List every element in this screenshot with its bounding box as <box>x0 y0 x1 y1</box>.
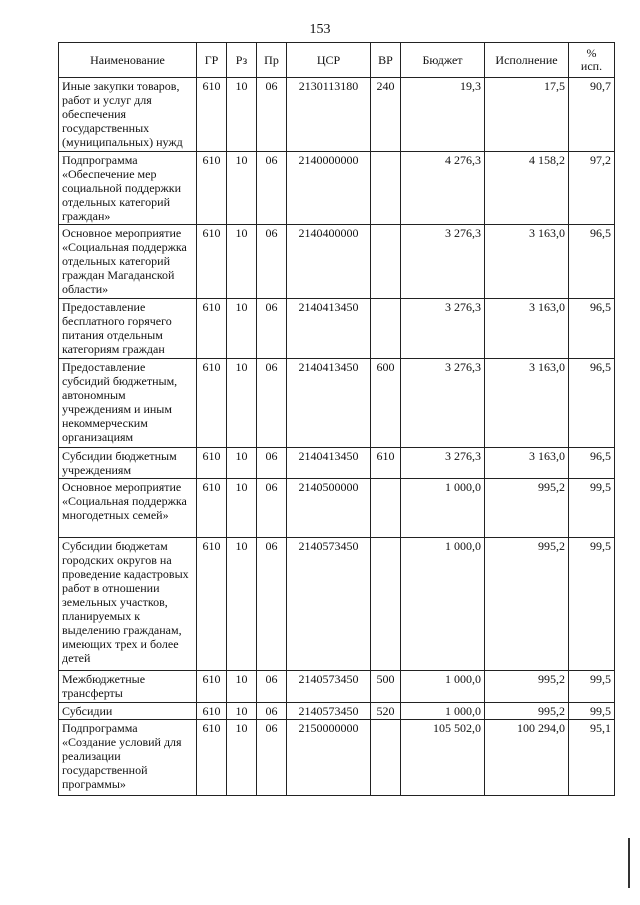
cell-budget: 105 502,0 <box>401 720 485 796</box>
cell-pr: 06 <box>257 448 287 479</box>
cell-percent: 99,5 <box>569 479 615 538</box>
table-row <box>59 299 615 359</box>
cell-budget: 4 276,3 <box>401 152 485 225</box>
table-body <box>59 78 615 796</box>
cell-name: Предоставление субсидий бюджетным, автономным учреждениям и иным некоммерческим организациям <box>59 359 197 448</box>
cell-rz: 10 <box>227 78 257 152</box>
cell-execution: 995,2 <box>485 538 569 671</box>
cell-rz: 10 <box>227 538 257 671</box>
cell-name: Подпрограмма «Обеспечение мер социальной поддержки отдельных категорий граждан» <box>59 152 197 225</box>
cell-rz: 10 <box>227 225 257 299</box>
cell-execution: 3 163,0 <box>485 299 569 359</box>
cell-budget: 3 276,3 <box>401 225 485 299</box>
column-header-pr: Пр <box>257 43 287 78</box>
cell-vr <box>371 225 401 299</box>
cell-pr: 06 <box>257 78 287 152</box>
cell-pr: 06 <box>257 479 287 538</box>
cell-pr: 06 <box>257 359 287 448</box>
table-row <box>59 720 615 796</box>
cell-execution: 17,5 <box>485 78 569 152</box>
cell-vr: 610 <box>371 448 401 479</box>
column-header-name: Наименование <box>59 43 197 78</box>
cell-vr: 600 <box>371 359 401 448</box>
cell-rz: 10 <box>227 720 257 796</box>
cell-gr: 610 <box>197 671 227 703</box>
table-header-row <box>59 43 615 78</box>
cell-percent: 97,2 <box>569 152 615 225</box>
cell-execution: 995,2 <box>485 479 569 538</box>
cell-csr: 2140413450 <box>287 359 371 448</box>
cell-budget: 3 276,3 <box>401 448 485 479</box>
cell-vr: 500 <box>371 671 401 703</box>
table-row <box>59 703 615 720</box>
cell-percent: 96,5 <box>569 299 615 359</box>
cell-name: Межбюджетные трансферты <box>59 671 197 703</box>
cell-csr: 2140573450 <box>287 703 371 720</box>
page-number: 153 <box>309 22 331 37</box>
cell-rz: 10 <box>227 703 257 720</box>
cell-vr: 240 <box>371 78 401 152</box>
cell-budget: 1 000,0 <box>401 703 485 720</box>
cell-name: Основное мероприятие «Социальная поддержка многодетных семей» <box>59 479 197 538</box>
table-row <box>59 359 615 448</box>
cell-pr: 06 <box>257 703 287 720</box>
cell-percent: 96,5 <box>569 225 615 299</box>
cell-vr <box>371 152 401 225</box>
cell-percent: 99,5 <box>569 703 615 720</box>
table-row <box>59 152 615 225</box>
column-header-percent <box>569 43 615 78</box>
cell-percent: 90,7 <box>569 78 615 152</box>
cell-vr: 520 <box>371 703 401 720</box>
cell-budget: 19,3 <box>401 78 485 152</box>
cell-vr <box>371 299 401 359</box>
cell-budget: 1 000,0 <box>401 538 485 671</box>
cell-rz: 10 <box>227 299 257 359</box>
cell-csr: 2140573450 <box>287 538 371 671</box>
cell-csr: 2140413450 <box>287 448 371 479</box>
table-row <box>59 448 615 479</box>
column-header-csr: ЦСР <box>287 43 371 78</box>
cell-name: Основное мероприятие «Социальная поддержка отдельных категорий граждан Магаданской области» <box>59 225 197 299</box>
cell-execution: 995,2 <box>485 671 569 703</box>
cell-budget: 3 276,3 <box>401 359 485 448</box>
cell-gr: 610 <box>197 448 227 479</box>
cell-rz: 10 <box>227 152 257 225</box>
cell-percent: 96,5 <box>569 448 615 479</box>
table-row <box>59 225 615 299</box>
column-header-gr: ГР <box>197 43 227 78</box>
table-row <box>59 671 615 703</box>
cell-execution: 3 163,0 <box>485 359 569 448</box>
cell-name: Субсидии <box>59 703 197 720</box>
cell-percent: 99,5 <box>569 538 615 671</box>
scan-edge-mark <box>628 838 630 888</box>
cell-pr: 06 <box>257 152 287 225</box>
cell-execution: 3 163,0 <box>485 225 569 299</box>
table-row <box>59 538 615 671</box>
cell-gr: 610 <box>197 152 227 225</box>
cell-csr: 2140413450 <box>287 299 371 359</box>
cell-rz: 10 <box>227 359 257 448</box>
cell-name: Предоставление бесплатного горячего питания отдельным категориям граждан <box>59 299 197 359</box>
cell-gr: 610 <box>197 703 227 720</box>
column-header-execution: Исполнение <box>485 43 569 78</box>
percent-label: исп. <box>580 59 603 73</box>
cell-vr <box>371 479 401 538</box>
cell-csr: 2130113180 <box>287 78 371 152</box>
cell-gr: 610 <box>197 299 227 359</box>
table-row <box>59 479 615 538</box>
cell-pr: 06 <box>257 671 287 703</box>
cell-name: Субсидии бюджетным учреждениям <box>59 448 197 479</box>
cell-csr: 2140500000 <box>287 479 371 538</box>
cell-csr: 2150000000 <box>287 720 371 796</box>
cell-percent: 96,5 <box>569 359 615 448</box>
cell-vr <box>371 720 401 796</box>
cell-csr: 2140573450 <box>287 671 371 703</box>
budget-execution-table <box>58 42 615 796</box>
cell-gr: 610 <box>197 538 227 671</box>
column-header-rz: Рз <box>227 43 257 78</box>
cell-gr: 610 <box>197 359 227 448</box>
cell-budget: 3 276,3 <box>401 299 485 359</box>
cell-pr: 06 <box>257 225 287 299</box>
cell-rz: 10 <box>227 479 257 538</box>
cell-execution: 3 163,0 <box>485 448 569 479</box>
cell-pr: 06 <box>257 299 287 359</box>
cell-csr: 2140400000 <box>287 225 371 299</box>
cell-gr: 610 <box>197 225 227 299</box>
column-header-vr: ВР <box>371 43 401 78</box>
cell-gr: 610 <box>197 479 227 538</box>
cell-name: Субсидии бюджетам городских округов на проведение кадастровых работ в отношении земельных участков, планируемых к выделению гражданам, имеющих трех и более детей <box>59 538 197 671</box>
cell-rz: 10 <box>227 448 257 479</box>
table-row <box>59 78 615 152</box>
cell-rz: 10 <box>227 671 257 703</box>
cell-name: Иные закупки товаров, работ и услуг для обеспечения государственных (муниципальных) нужд <box>59 78 197 152</box>
cell-percent: 95,1 <box>569 720 615 796</box>
cell-csr: 2140000000 <box>287 152 371 225</box>
cell-budget: 1 000,0 <box>401 479 485 538</box>
cell-execution: 100 294,0 <box>485 720 569 796</box>
cell-gr: 610 <box>197 720 227 796</box>
cell-gr: 610 <box>197 78 227 152</box>
cell-percent: 99,5 <box>569 671 615 703</box>
cell-pr: 06 <box>257 538 287 671</box>
percent-symbol: % <box>586 46 597 60</box>
cell-budget: 1 000,0 <box>401 671 485 703</box>
cell-execution: 995,2 <box>485 703 569 720</box>
cell-pr: 06 <box>257 720 287 796</box>
cell-vr <box>371 538 401 671</box>
cell-execution: 4 158,2 <box>485 152 569 225</box>
cell-name: Подпрограмма «Создание условий для реализации государственной программы» <box>59 720 197 796</box>
column-header-budget: Бюджет <box>401 43 485 78</box>
